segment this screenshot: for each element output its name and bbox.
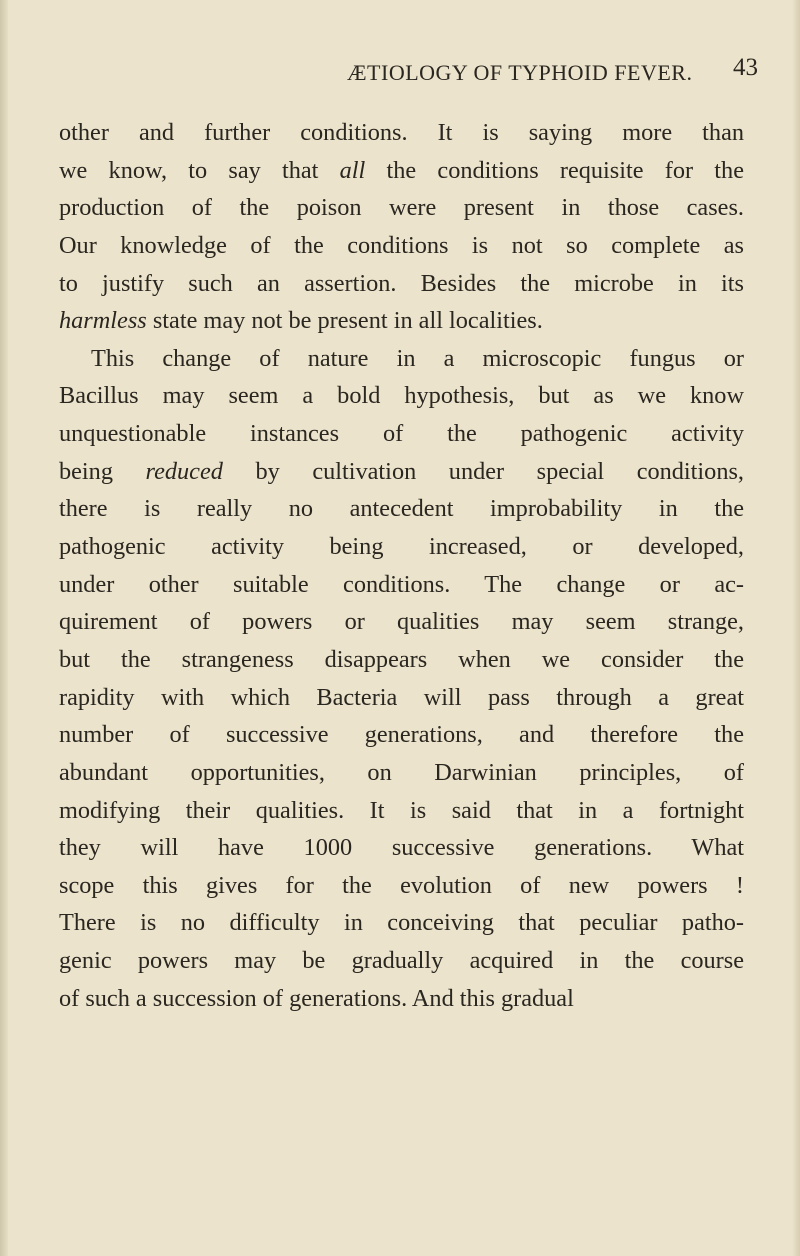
text-run: of such a succession of generations. And this gradual — [59, 984, 574, 1012]
text-run: by cultivation under special conditions, — [222, 457, 744, 485]
text-line — [59, 829, 744, 867]
text-run: This change of nature in a microscopic fungus or — [91, 344, 744, 372]
text-run: genic powers may be gradually acquired in the course — [59, 947, 744, 975]
italic-emphasis: all — [339, 156, 366, 184]
body-text — [59, 114, 744, 1017]
text-line — [59, 227, 744, 265]
text-run: state may not be present in all localities. — [146, 307, 543, 335]
page-number: 43 — [733, 54, 758, 81]
text-run: scope this gives for the evolution of new powers ! — [59, 871, 744, 899]
text-line — [59, 189, 744, 227]
text-line — [59, 114, 744, 152]
text-line — [59, 792, 744, 830]
text-run: other and further conditions. It is saying more than — [59, 119, 744, 146]
text-run: being — [59, 457, 146, 485]
text-line — [59, 152, 744, 190]
text-line — [59, 377, 744, 415]
text-run: number of successive generations, and therefore the — [59, 721, 744, 749]
text-line — [59, 980, 744, 1018]
text-line — [59, 867, 744, 905]
text-line — [59, 641, 744, 679]
text-run: under other suitable conditions. The change or ac- — [59, 570, 744, 598]
italic-emphasis: reduced — [145, 457, 223, 485]
text-line — [59, 754, 744, 792]
text-line — [59, 716, 744, 754]
page-binding-edge — [0, 0, 8, 1256]
text-run: there is really no antecedent improbability in the — [59, 495, 744, 523]
text-run: Our knowledge of the conditions is not so complete as — [59, 231, 744, 259]
text-run: Bacillus may seem a bold hypothesis, but as we know — [59, 382, 744, 410]
text-run: abundant opportunities, on Darwinian principles, of — [59, 758, 744, 786]
text-line — [59, 942, 744, 980]
page-outer-edge — [792, 0, 800, 1256]
running-head — [0, 54, 800, 90]
text-line — [59, 340, 744, 378]
text-run: modifying their qualities. It is said that in a fortnight — [59, 796, 744, 824]
text-run: but the strangeness disappears when we consider the — [59, 645, 744, 673]
text-line — [59, 528, 744, 566]
text-run: quirement of powers or qualities may seem strange, — [59, 608, 744, 636]
text-line — [59, 603, 744, 641]
text-run: pathogenic activity being increased, or developed, — [59, 533, 744, 561]
text-run: to justify such an assertion. Besides the microbe in its — [59, 269, 744, 297]
text-run: they will have 1000 successive generations. What — [59, 834, 744, 862]
text-line — [59, 415, 744, 453]
text-line — [59, 302, 744, 340]
text-run: we know, to say that — [59, 156, 340, 184]
text-line — [59, 490, 744, 528]
text-run: the conditions requisite for the — [365, 156, 744, 184]
text-line — [59, 904, 744, 942]
text-line — [59, 265, 744, 303]
text-line — [59, 679, 744, 717]
text-run: production of the poison were present in those cases. — [59, 194, 744, 222]
text-run: unquestionable instances of the pathogenic activity — [59, 420, 744, 448]
italic-emphasis: harmless — [59, 307, 147, 335]
running-title: ÆTIOLOGY OF TYPHOID FEVER. — [347, 60, 693, 85]
text-run: There is no difficulty in conceiving that peculiar patho- — [59, 909, 744, 937]
text-line — [59, 453, 744, 491]
text-line — [59, 566, 744, 604]
text-run: rapidity with which Bacteria will pass through a great — [59, 683, 744, 711]
